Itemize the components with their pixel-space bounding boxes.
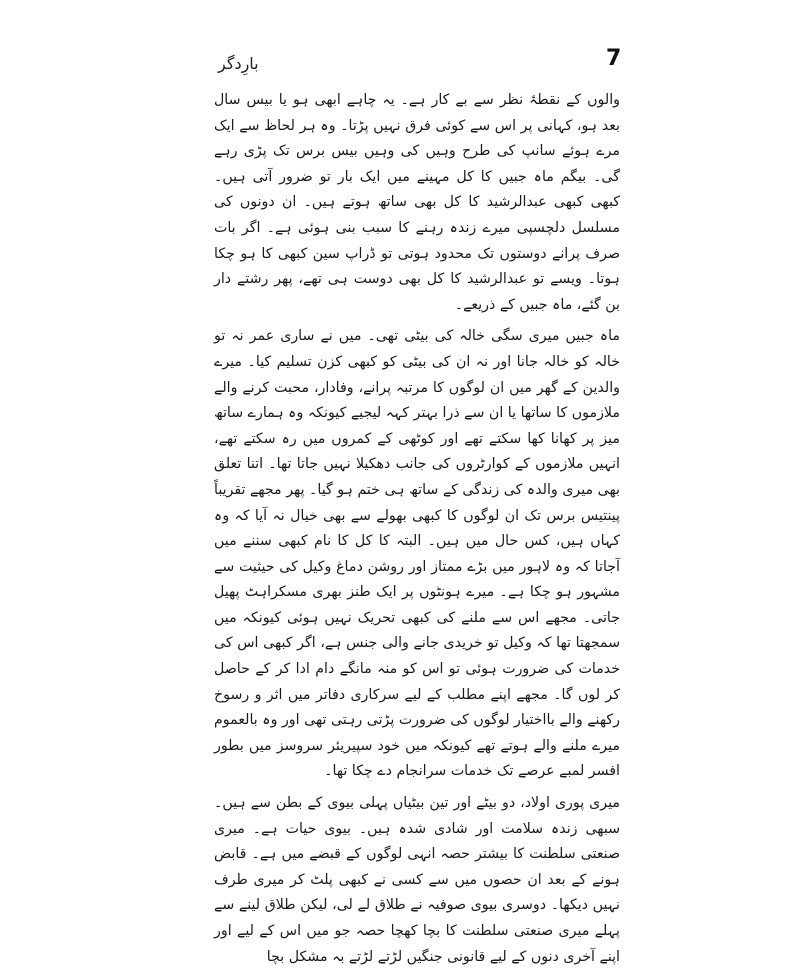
- paragraph-3: میری پوری اولاد، دو بیٹے اور تین بیٹیاں پہلی بیوی کے بطن سے ہیں۔ سبھی زندہ سلامت اور شادی شدہ ہیں۔ بیوی حیات ہے۔ میری صنعتی سلطنت کا بیشتر حصہ انہی لوگوں کے قبضے میں ہے۔ قابض ہونے کے بعد ان حصوں میں سے کسی نے کبھی پلٹ کر میری طرف نہیں دیکھا۔ دوسری بیوی صوفیہ نے طلاق لے لی، لیکن طلاق لینے سے پہلے میری صنعتی سلطنت کا بچا کھچا حصہ جو میں اس کے لیے اور اپنے آخری دنوں کے لیے قانونی جنگیں لڑتے لڑتے بہ مشکل بچا: [214, 795, 620, 965]
- body-text: [214, 88, 620, 976]
- running-title: بارِدگر: [218, 54, 259, 73]
- paragraph-2: ماہ جبیں میری سگی خالہ کی بیٹی تھی۔ میں نے ساری عمر نہ تو خالہ کو خالہ جانا اور نہ ان کی بیٹی کو کبھی کزن تسلیم کیا۔ میرے والدین کے گھر میں ان لوگوں کا مرتبہ پرانے، وفادار، محبت کرنے والے ملازموں کا ساتھا یا ان سے ذرا بہتر کہہ لیجیے کیونکہ وہ ہمارے ساتھ میز پر کھانا کھا سکتے تھے اور کوٹھی کے کمروں میں رہ سکتے تھے، انہیں ملازموں کے کوارٹروں کی جانب دھکیلا نہیں جاتا تھا۔ اتنا تعلق بھی میری والدہ کی زندگی کے ساتھ ہی ختم ہو گیا۔ پھر مجھے تقریباً پینتیس برس تک ان لوگوں کا کبھی بھولے سے بھی خیال نہ آیا کہ وہ کہاں ہیں، کس حال میں ہیں۔ البتہ کا کل کا نام کبھی سننے میں آجاتا کہ وہ لاہور میں بڑے ممتاز اور روشن دماغ وکیل کی حیثیت سے مشہور ہو چکا ہے۔ میرے ہونٹوں پر ایک طنز بھری مسکراہٹ پھیل جاتی۔ مجھے اس سے ملنے کی کبھی تحریک نہیں ہوئی کیونکہ میں سمجھتا تھا کہ وکیل تو خریدی جانے والی جنس ہے، اگر کبھی اس کی خدمات کی ضرورت ہوئی تو اس کو منہ مانگے دام ادا کر کے حاصل کر لوں گا۔ مجھے اپنے مطلب کے لیے سرکاری دفاتر میں اثر و رسوخ رکھنے والے بااختیار لوگوں کی ضرورت پڑتی رہتی تھی اور وہ بالعموم میرے ملنے والے ہوتے تھے کیونکہ میں خود سپیریئر سروسز میں بطور افسر لمبے عرصے تک خدمات سرانجام دے چکا تھا۔: [214, 328, 620, 780]
- page-number: 7: [606, 46, 622, 71]
- paragraph-1: والوں کے نقطۂ نظر سے بے کار ہے۔ یہ چاہے ابھی ہو یا بیس سال بعد ہو، کہانی پر اس سے کوئی فرق نہیں پڑتا۔ وہ ہر لحاظ سے ایک مرے ہوئے سانپ کی طرح وہیں کی وہیں بیس برس تک پڑی رہے گی۔ بیگم ماہ جبیں کا کل مہینے میں ایک بار تو ضرور آتی ہیں۔ کبھی کبھی عبدالرشید کا کل بھی ساتھ ہوتے ہیں۔ ان دونوں کی مسلسل دلچسپی میرے زندہ رہنے کا سبب بنی ہوئی ہے۔ اگر بات صرف پرانے دوستوں تک محدود ہوتی تو ڈراپ سین کبھی کا ہو چکا ہوتا۔ ویسے تو عبدالرشید کا کل بھی دوست ہی تھے، پھر رشتے دار بن گئے، ماہ جبیں کے ذریعے۔: [214, 92, 620, 313]
